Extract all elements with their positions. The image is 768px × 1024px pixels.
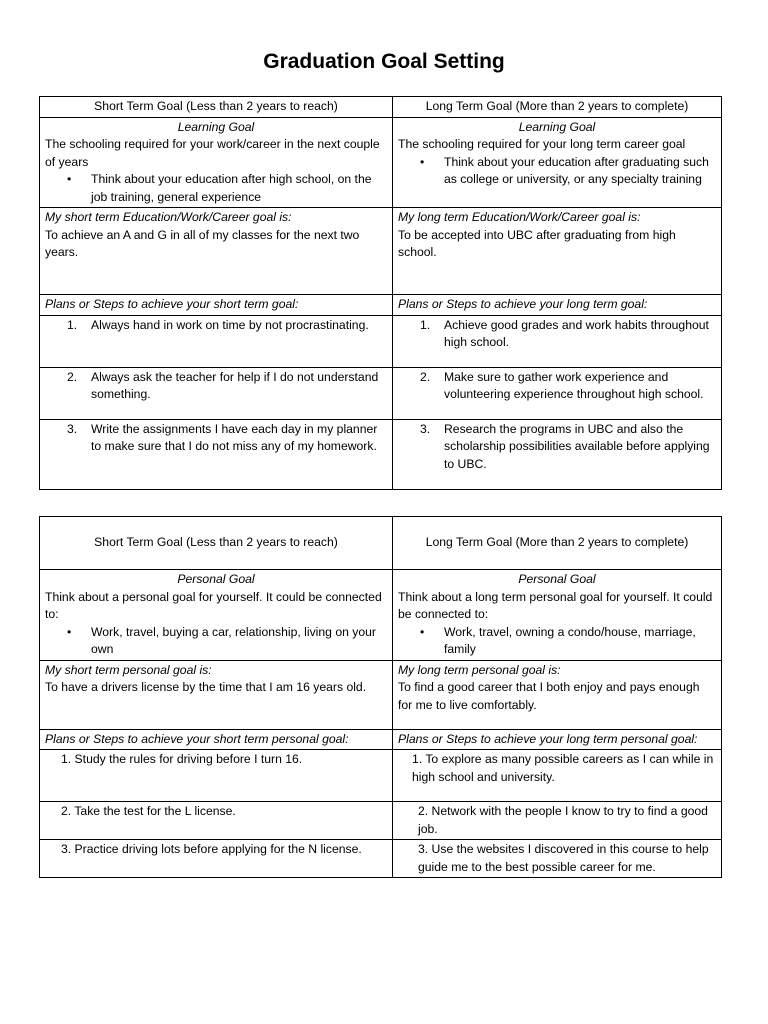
personal-long-bullet: Work, travel, owning a condo/house, marriage, family xyxy=(444,624,696,656)
step-number: 2. xyxy=(67,369,78,384)
learning-short-goal-label: My short term Education/Work/Career goal is: xyxy=(45,210,292,224)
learning-long-bullet: Think about your education after graduating such as college or university, or any specialty training xyxy=(444,154,709,186)
personal-short-bullet: Work, travel, buying a car, relationship, living on your own xyxy=(91,624,376,656)
learning-long-goal-cell xyxy=(393,208,722,295)
step-number: 2. xyxy=(420,369,431,384)
learning-long-step-1: Achieve good grades and work habits throughout high school. xyxy=(444,317,709,349)
personal-short-description: Think about a personal goal for yourself. It could be connected to: xyxy=(45,589,382,621)
learning-short-description-cell xyxy=(40,117,393,208)
learning-long-step-2: Make sure to gather work experience and volunteering experience throughout high school. xyxy=(444,369,704,401)
list-item xyxy=(398,624,716,659)
table-row xyxy=(393,840,722,878)
table-row xyxy=(40,802,393,840)
list-item xyxy=(398,154,716,189)
list-item xyxy=(45,624,387,659)
learning-long-goal-label: My long term Education/Work/Career goal is: xyxy=(398,210,641,224)
table-row xyxy=(393,315,722,367)
personal-long-subtitle: Personal Goal xyxy=(518,572,596,586)
learning-long-description-cell xyxy=(393,117,722,208)
table-row xyxy=(40,367,393,419)
learning-long-subtitle: Learning Goal xyxy=(518,119,596,134)
bullet-icon: • xyxy=(420,154,425,169)
personal-long-step-2: 2. Network with the people I know to try to find a good job. xyxy=(418,804,708,836)
table-row xyxy=(393,419,722,489)
learning-long-header: Long Term Goal (More than 2 years to complete) xyxy=(393,97,722,118)
learning-short-step-1: Always hand in work on time by not procrastinating. xyxy=(91,317,369,332)
table-row xyxy=(40,315,393,367)
table-row xyxy=(393,367,722,419)
personal-short-goal-text: To have a drivers license by the time that I am 16 years old. xyxy=(45,680,367,694)
personal-long-description: Think about a long term personal goal for yourself. It could be connected to: xyxy=(398,589,713,621)
personal-long-goal-text: To find a good career that I both enjoy and pays enough for me to live comfortably. xyxy=(398,680,700,712)
learning-short-bullet: Think about your education after high school, on the job training, general experience xyxy=(91,172,372,204)
list-item xyxy=(45,171,387,206)
step-number: 1. xyxy=(420,317,431,332)
personal-short-step-3: 3. Practice driving lots before applying for the N license. xyxy=(61,842,362,856)
table-row xyxy=(393,802,722,840)
personal-short-description-cell xyxy=(40,570,393,661)
table-row xyxy=(40,750,393,802)
personal-short-subtitle: Personal Goal xyxy=(177,572,255,586)
learning-short-plans-label: Plans or Steps to achieve your short term goal: xyxy=(40,295,393,316)
bullet-icon: • xyxy=(67,624,72,639)
personal-short-step-2: 2. Take the test for the L license. xyxy=(61,804,236,818)
table-row xyxy=(40,419,393,489)
personal-long-header: Long Term Goal (More than 2 years to complete) xyxy=(393,517,722,570)
learning-long-goal-text: To be accepted into UBC after graduating from high school. xyxy=(398,227,676,259)
personal-short-goal-cell xyxy=(40,660,393,729)
personal-goal-table xyxy=(39,516,722,878)
personal-long-description-cell xyxy=(393,570,722,661)
personal-long-goal-cell xyxy=(393,660,722,729)
personal-long-step-3: 3. Use the websites I discovered in this course to help guide me to the best possible career for me. xyxy=(418,842,709,874)
learning-goal-table xyxy=(39,96,722,490)
personal-short-goal-label: My short term personal goal is: xyxy=(45,662,212,677)
learning-long-step-3: Research the programs in UBC and also the scholarship possibilities available before applying to UBC. xyxy=(444,421,710,471)
learning-short-step-3: Write the assignments I have each day in my planner to make sure that I do not miss any of my homework. xyxy=(91,421,378,453)
step-number: 3. xyxy=(420,421,431,436)
learning-short-step-2: Always ask the teacher for help if I do not understand something. xyxy=(91,369,379,401)
learning-long-description: The schooling required for your long term career goal xyxy=(398,137,686,151)
personal-short-plans-label: Plans or Steps to achieve your short term personal goal: xyxy=(40,729,393,750)
bullet-icon: • xyxy=(420,624,425,639)
personal-long-step-1: 1. To explore as many possible careers as I can while in high school and university. xyxy=(412,752,714,784)
step-number: 3. xyxy=(67,421,78,436)
personal-short-header: Short Term Goal (Less than 2 years to reach) xyxy=(40,517,393,570)
learning-short-description: The schooling required for your work/career in the next couple of years xyxy=(45,137,380,169)
page-title: Graduation Goal Setting xyxy=(263,50,505,73)
learning-short-header: Short Term Goal (Less than 2 years to reach) xyxy=(40,97,393,118)
step-number: 1. xyxy=(67,317,78,332)
personal-long-plans-label: Plans or Steps to achieve your long term personal goal: xyxy=(393,729,722,750)
learning-short-goal-cell xyxy=(40,208,393,295)
table-row xyxy=(40,840,393,878)
learning-short-goal-text: To achieve an A and G in all of my classes for the next two years. xyxy=(45,227,360,259)
personal-long-goal-label: My long term personal goal is: xyxy=(398,662,561,677)
learning-short-subtitle: Learning Goal xyxy=(177,119,255,134)
table-row xyxy=(393,750,722,802)
learning-long-plans-label: Plans or Steps to achieve your long term goal: xyxy=(393,295,722,316)
bullet-icon: • xyxy=(67,172,72,186)
personal-short-step-1: 1. Study the rules for driving before I turn 16. xyxy=(61,752,303,766)
